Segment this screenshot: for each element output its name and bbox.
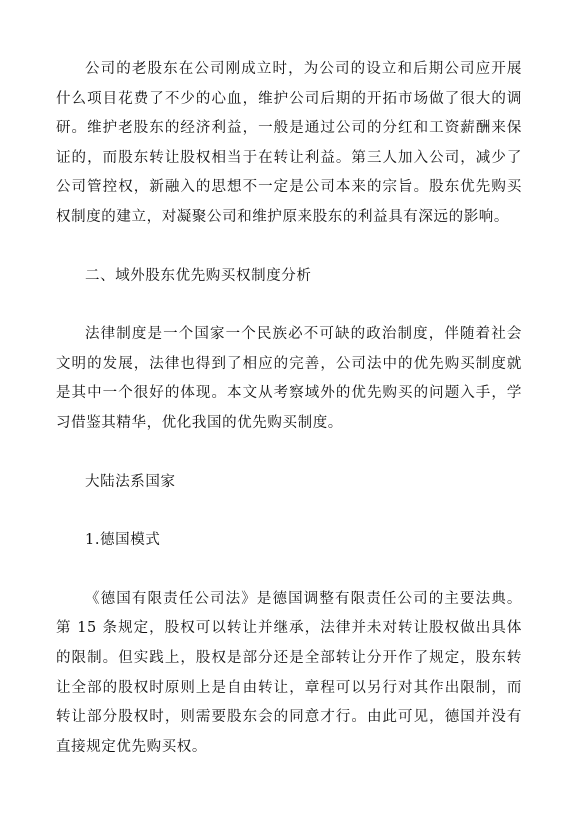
paragraph-german-law: 《德国有限责任公司法》是德国调整有限责任公司的主要法典。第 15 条规定，股权可以转让并继承，法律并未对转让股权做出具体的限制。但实践上，股权是部分还是全部转让分开作了规定，股东转让全部的股权时原则上是自由转让，章程可以另行对其作出限制，而转让部分股权时，则需要股东会的同意才行。由此可见，德国并没有直接规定优先购买权。 [56,590,522,755]
paragraph-legal-system: 法律制度是一个国家一个民族必不可缺的政治制度，伴随着社会文明的发展，法律也得到了相应的完善，公司法中的优先购买制度就是其中一个很好的体现。本文从考察域外的优先购买的问题入手，学习借鉴其精华，优化我国的优先购买制度。 [56,326,522,431]
spacer [56,291,522,320]
section-heading-foreign-analysis: 二、域外股东优先购买权制度分析 [85,267,312,284]
subheading-civil-law-countries: 大陆法系国家 [85,473,176,490]
spacer [56,439,522,468]
spacer [56,497,522,526]
paragraph-old-shareholders: 公司的老股东在公司刚成立时，为公司的设立和后期公司应开展什么项目花费了不少的心血，维护公司后期的开拓市场做了很大的调研。维护老股东的经济利益，一般是通过公司的分红和工资薪酬来保证的，而股东转让股权相当于在转让利益。第三人加入公司，减少了公司管控权，新融入的思想不一定是公司本来的宗旨。股东优先购买权制度的建立，对凝聚公司和维护原来股东的利益具有深远的影响。 [56,61,522,225]
subheading-german-model: 1.德国模式 [85,532,161,549]
spacer [56,556,522,585]
spacer [56,233,522,262]
